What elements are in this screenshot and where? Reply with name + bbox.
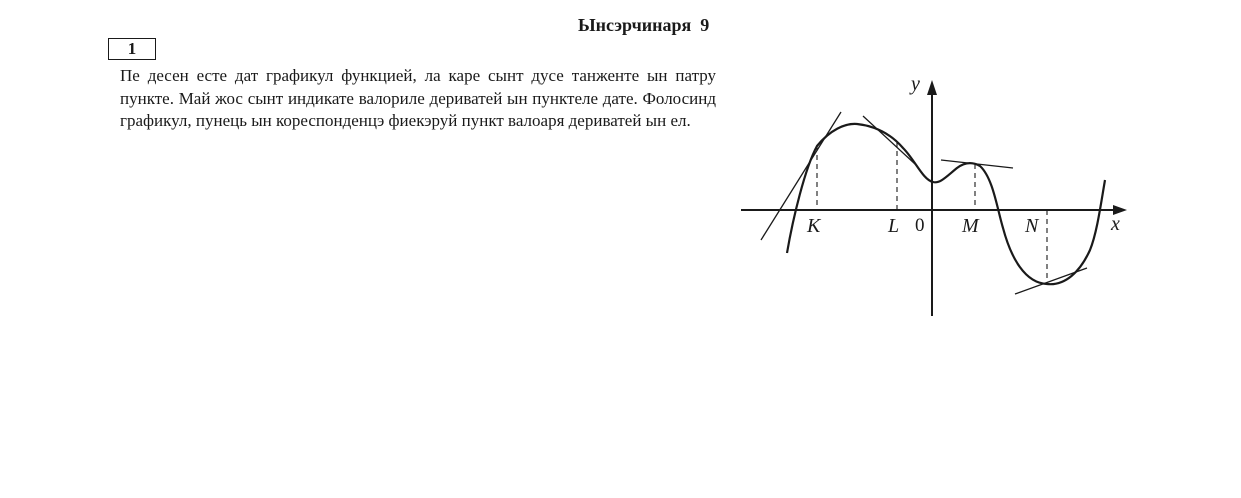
task-number-box: 1 xyxy=(108,38,156,60)
function-graph xyxy=(735,68,1135,318)
point-label-n: N xyxy=(1025,215,1039,237)
tangent-line-k xyxy=(761,112,841,240)
x-axis-label: x xyxy=(1111,213,1120,235)
y-axis-arrow-icon xyxy=(927,80,937,95)
tangent-line-l xyxy=(863,116,915,164)
task-statement: Пе десен есте дат графикул функцией, ла каре сынт дусе танженте ын патру пункте. Май жос сынт индикате валориле дериватей ын пунктеле дате. Фолосинд графикул, пунець ын кореспонденцэ фиекэруй пункт валоаря дериватей ын ел. xyxy=(120,66,716,130)
point-label-l: L xyxy=(888,215,900,237)
page-title: Ынсэрчинаря 9 xyxy=(578,15,710,35)
function-curve xyxy=(787,124,1105,284)
point-label-k: K xyxy=(807,215,821,237)
tangent-line-m xyxy=(941,160,1013,168)
tangent-line-n xyxy=(1015,268,1087,294)
y-axis-label: y xyxy=(911,73,920,95)
origin-label: 0 xyxy=(915,215,925,236)
point-label-m: M xyxy=(962,215,979,237)
